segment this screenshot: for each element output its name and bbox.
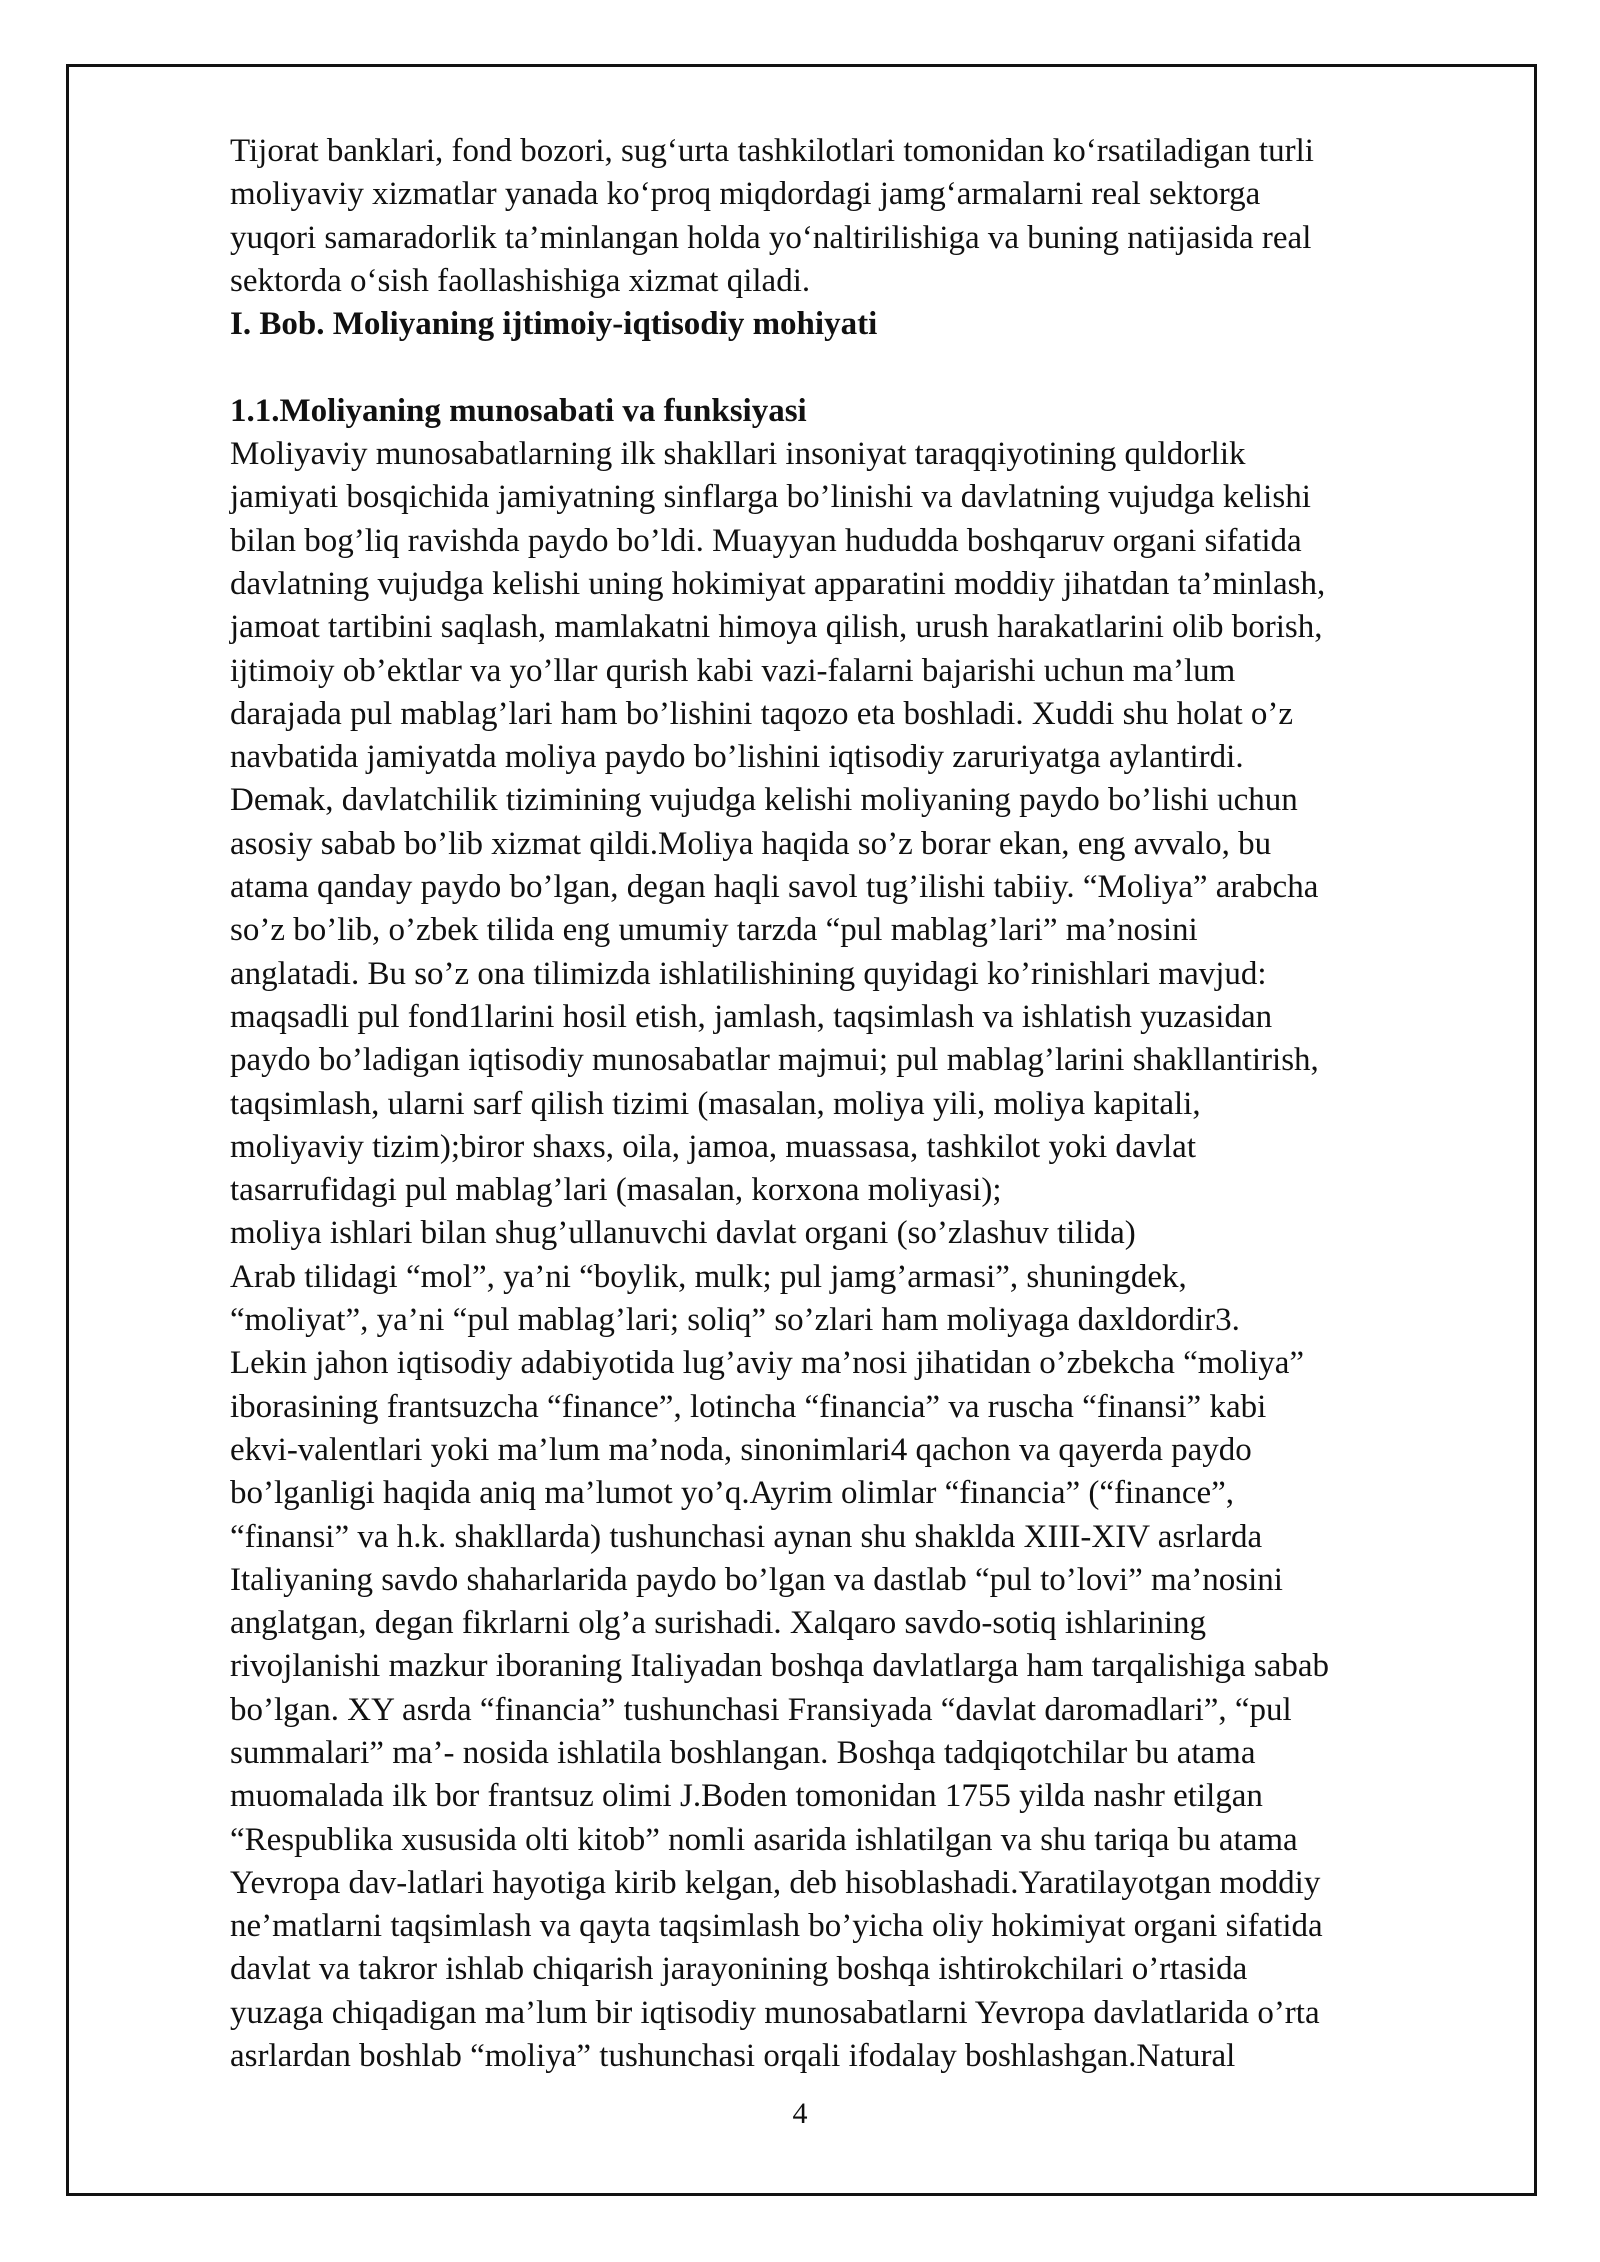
text-line: moliyaviy xizmatlar yanada ko‘proq miqdordagi jamg‘armalarni real sektorga — [230, 176, 1261, 213]
text-line: rivojlanishi mazkur iboraning Italiyadan boshqa davlatlarga ham tarqalishiga sabab — [230, 1648, 1330, 1685]
text-line: anglatadi. Bu so’z ona tilimizda ishlatilishining quyidagi ko’rinishlari mavjud: — [230, 955, 1267, 992]
text-line: taqsimlash, ularni sarf qilish tizimi (masalan, moliya yili, moliya kapitali, — [230, 1085, 1201, 1122]
text-line: Italiyaning savdo shaharlarida paydo bo’lgan va dastlab “pul to’lovi” ma’nosini — [230, 1561, 1283, 1598]
intro-paragraph — [230, 130, 1490, 303]
blank-line — [230, 346, 1490, 389]
text-line: bo’lganligi haqida aniq ma’lumot yo’q.Ayrim olimlar “financia” (“finance”, — [230, 1475, 1235, 1512]
text-line: yuqori samaradorlik ta’minlangan holda yo‘naltirilishiga va buning natijasida real — [230, 219, 1312, 256]
text-line: “Respublika xususida olti kitob” nomli asarida ishlatilgan va shu tariqa bu atama — [230, 1821, 1298, 1858]
text-line: moliyaviy tizim);biror shaxs, oila, jamoa, muassasa, tashkilot yoki davlat — [230, 1128, 1196, 1165]
text-line: davlat va takror ishlab chiqarish jarayonining boshqa ishtirokchilari o’rtasida — [230, 1951, 1248, 1988]
text-line: asosiy sabab bo’lib xizmat qildi.Moliya haqida so’z borar ekan, eng avvalo, bu — [230, 825, 1272, 862]
section-heading: 1.1.Moliyaning munosabati va funksiyasi — [230, 392, 807, 429]
page-number: 4 — [792, 2097, 808, 2130]
text-line: bo’lgan. XY asrda “financia” tushunchasi Fransiyada “davlat daromadlari”, “pul — [230, 1691, 1292, 1728]
text-line: muomalada ilk bor frantsuz olimi J.Boden tomonidan 1755 yilda nashr etilgan — [230, 1778, 1263, 1815]
text-line: darajada pul mablag’lari ham bo’lishini taqozo eta boshladi. Xuddi shu holat o’z — [230, 695, 1294, 732]
text-line: Demak, davlatchilik tizimining vujudga kelishi moliyaning paydo bo’lishi uchun — [230, 782, 1298, 819]
body-paragraph — [230, 433, 1490, 2078]
text-line: jamoat tartibini saqlash, mamlakatni himoya qilish, urush harakatlarini olib borish, — [230, 609, 1323, 646]
text-line: ekvi-valentlari yoki ma’lum ma’noda, sinonimlari4 qachon va qayerda paydo — [230, 1431, 1252, 1468]
text-line: yuzaga chiqadigan ma’lum bir iqtisodiy munosabatlarni Yevropa davlatlarida o’rta — [230, 1994, 1320, 2031]
text-line: iborasining frantsuzcha “finance”, lotincha “financia” va ruscha “finansi” kabi — [230, 1388, 1267, 1425]
text-line: atama qanday paydo bo’lgan, degan haqli savol tug’ilishi tabiiy. “Moliya” arabcha — [230, 869, 1319, 906]
text-line: maqsadli pul fond1larini hosil etish, jamlash, taqsimlash va ishlatish yuzasidan — [230, 998, 1273, 1035]
text-line: moliya ishlari bilan shug’ullanuvchi davlat organi (so’zlashuv tilida) — [230, 1215, 1136, 1252]
text-line: asrlardan boshlab “moliya” tushunchasi orqali ifodalay boshlashgan.Natural — [230, 2038, 1236, 2075]
text-line: jamiyati bosqichida jamiyatning sinflarga bo’linishi va davlatning vujudga kelishi — [230, 479, 1311, 516]
text-line: Moliyaviy munosabatlarning ilk shakllari insoniyat taraqqiyotining quldorlik — [230, 436, 1246, 473]
text-line: Arab tilidagi “mol”, ya’ni “boylik, mulk; pul jamg’armasi”, shuningdek, — [230, 1258, 1187, 1295]
page-content — [230, 130, 1490, 2078]
text-line: “finansi” va h.k. shakllarda) tushunchasi aynan shu shaklda XIII-XIV asrlarda — [230, 1518, 1263, 1555]
text-line: ijtimoiy ob’ektlar va yo’llar qurish kabi vazi-falarni bajarishi uchun ma’lum — [230, 652, 1236, 689]
text-line: so’z bo’lib, o’zbek tilida eng umumiy tarzda “pul mablag’lari” ma’nosini — [230, 912, 1198, 949]
chapter-heading: I. Bob. Moliyaning ijtimoiy-iqtisodiy mohiyati — [230, 306, 878, 343]
text-line: sektorda o‘sish faollashishiga xizmat qiladi. — [230, 262, 811, 299]
text-line: navbatida jamiyatda moliya paydo bo’lishini iqtisodiy zaruriyatga aylantirdi. — [230, 739, 1244, 776]
text-line: bilan bog’liq ravishda paydo bo’ldi. Muayyan hududda boshqaruv organi sifatida — [230, 522, 1302, 559]
text-line: davlatning vujudga kelishi uning hokimiyat apparatini moddiy jihatdan ta’minlash, — [230, 565, 1326, 602]
text-line: Yevropa dav-latlari hayotiga kirib kelgan, deb hisoblashadi.Yaratilayotgan moddiy — [230, 1864, 1321, 1901]
text-line: anglatgan, degan fikrlarni olg’a surishadi. Xalqaro savdo-sotiq ishlarining — [230, 1605, 1206, 1642]
text-line: ne’matlarni taqsimlash va qayta taqsimlash bo’yicha oliy hokimiyat organi sifatida — [230, 1908, 1323, 1945]
text-line: paydo bo’ladigan iqtisodiy munosabatlar majmui; pul mablag’larini shakllantirish, — [230, 1042, 1319, 1079]
text-line: tasarrufidagi pul mablag’lari (masalan, korxona moliyasi); — [230, 1172, 1002, 1209]
text-line: “moliyat”, ya’ni “pul mablag’lari; soliq” so’zlari ham moliyaga daxldordir3. — [230, 1302, 1240, 1339]
text-line: Lekin jahon iqtisodiy adabiyotida lug’aviy ma’nosi jihatidan o’zbekcha “moliya” — [230, 1345, 1305, 1382]
text-line: Tijorat banklari, fond bozori, sug‘urta tashkilotlari tomonidan ko‘rsatiladigan turli — [230, 133, 1314, 169]
text-line: summalari” ma’- nosida ishlatila boshlangan. Boshqa tadqiqotchilar bu atama — [230, 1734, 1256, 1771]
